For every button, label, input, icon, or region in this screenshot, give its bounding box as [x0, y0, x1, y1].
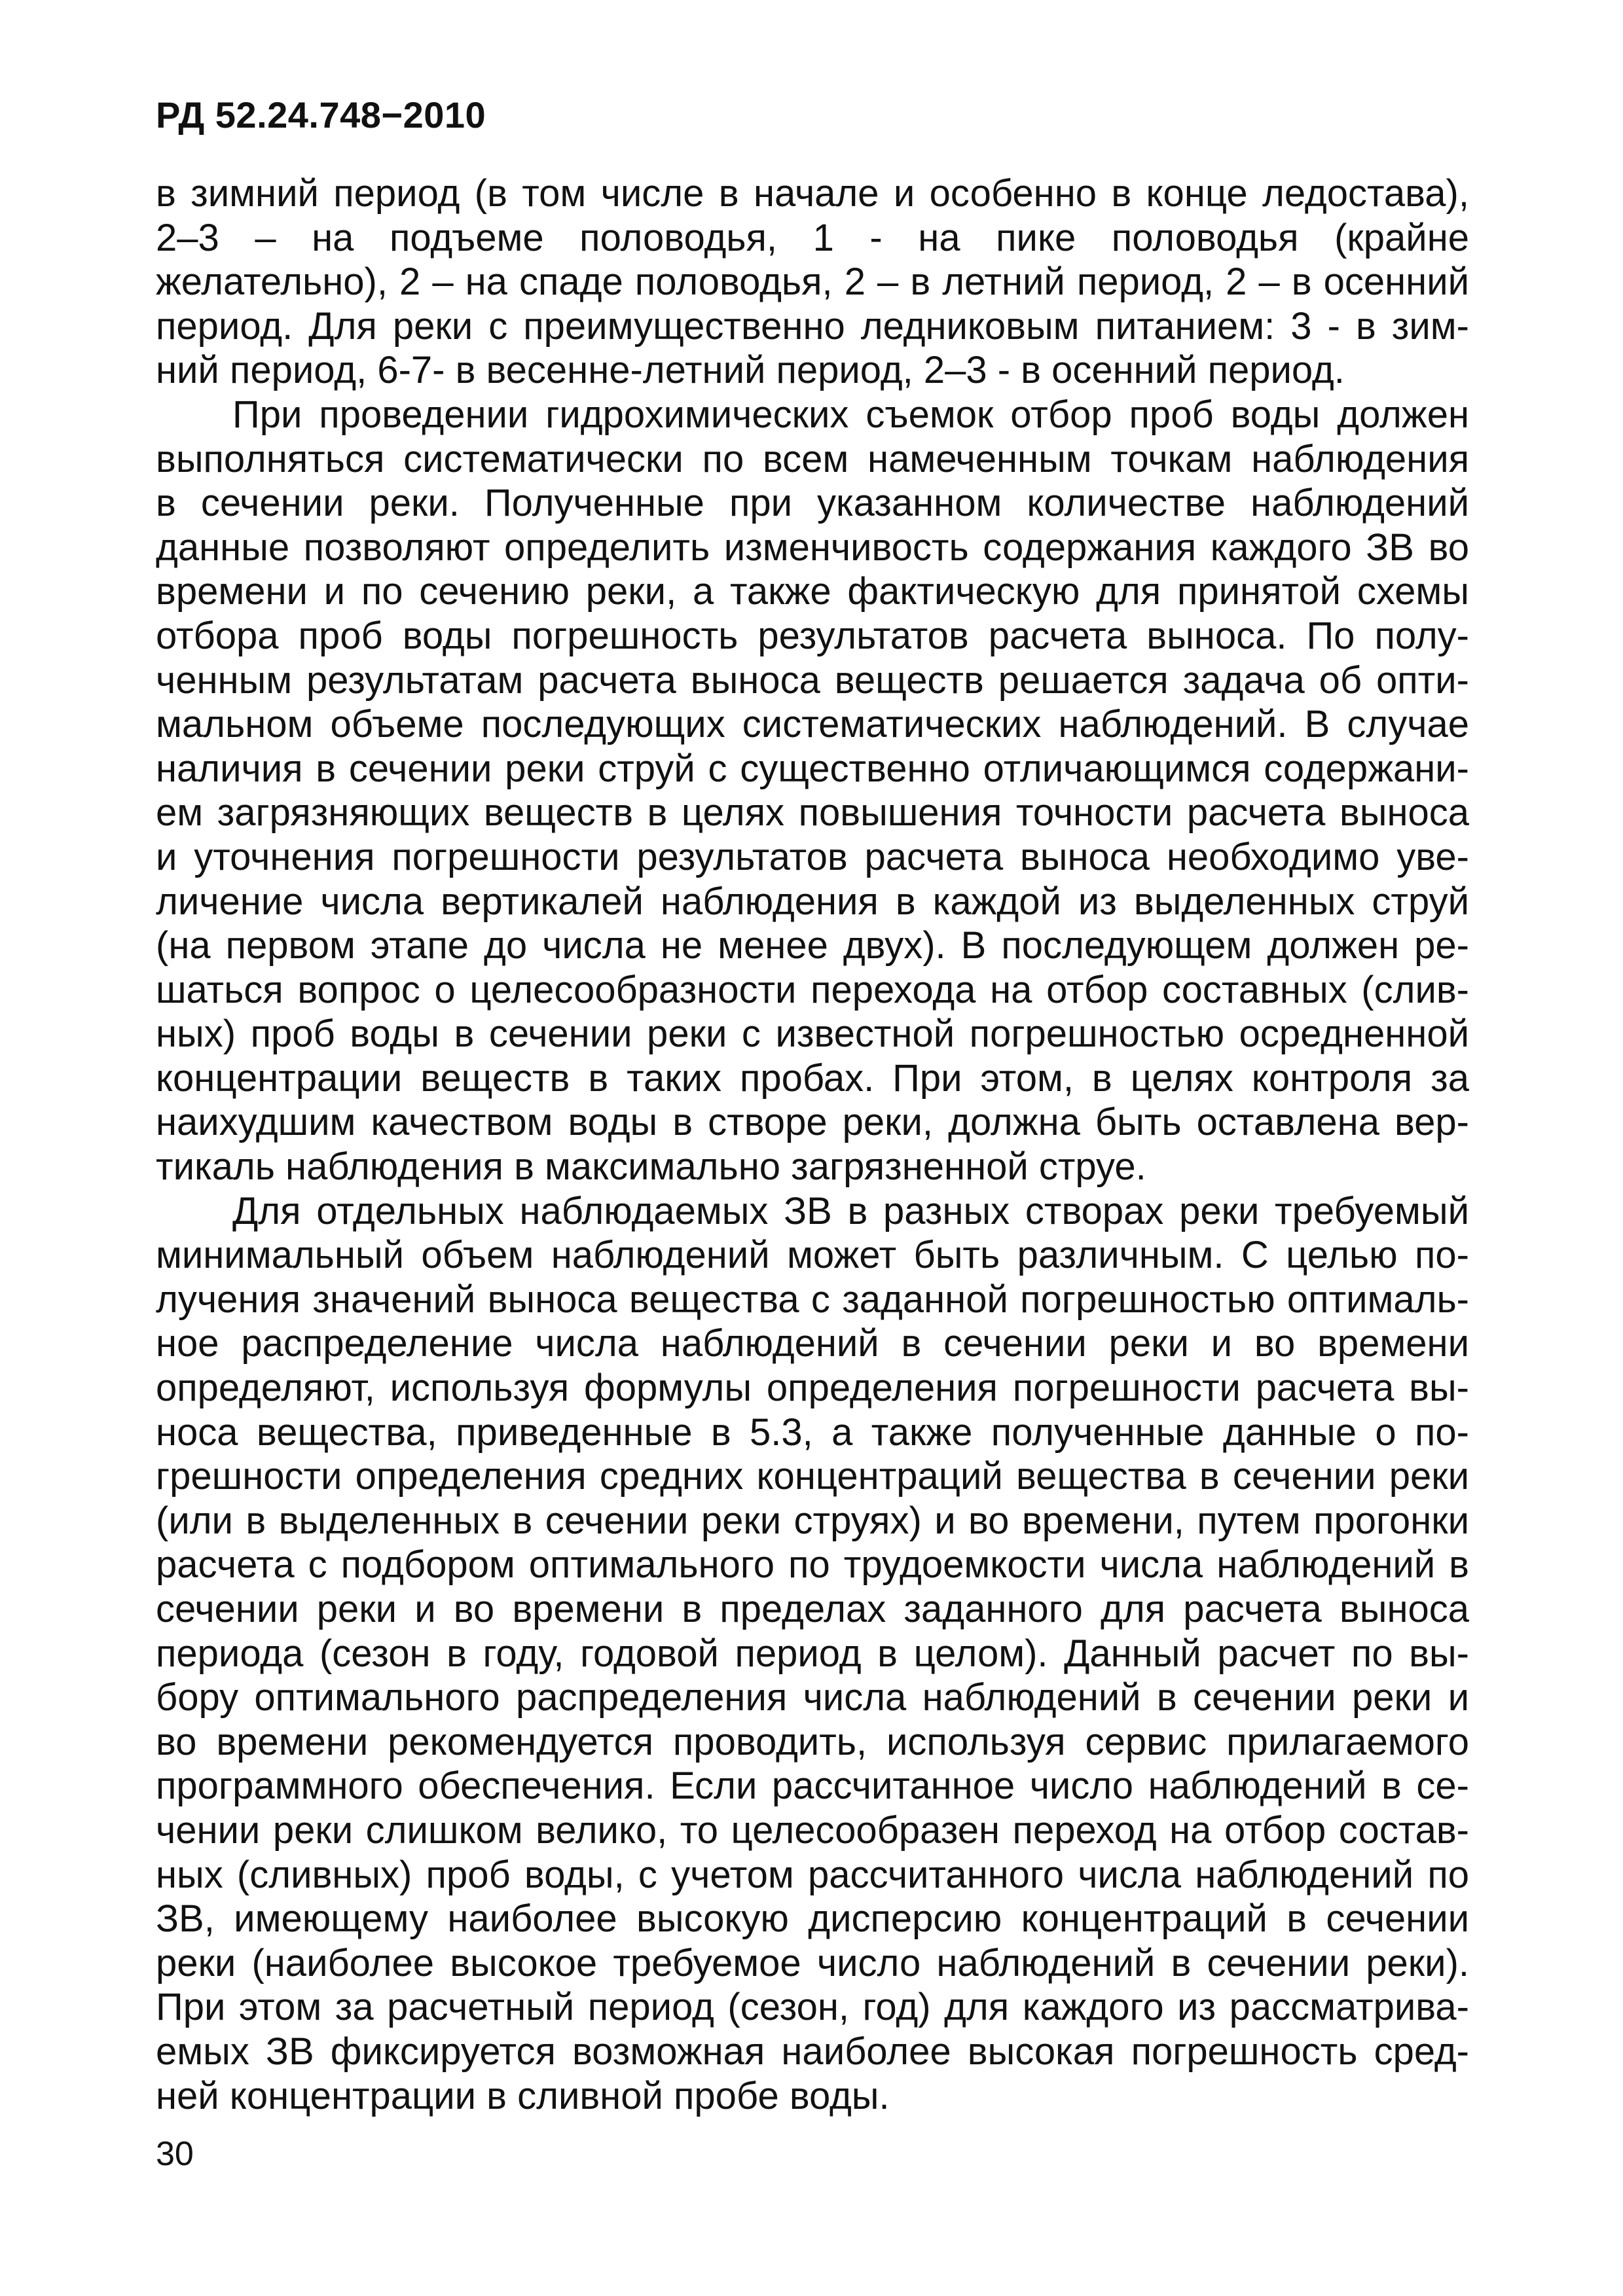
text-line: личение числа вертикалей наблюдения в каждой из выделенных струй: [156, 880, 1469, 923]
text-line: желательно), 2 – на спаде половодья, 2 – в летний период, 2 – в осенний: [156, 260, 1469, 304]
text-line: данные позволяют определить изменчивость содержания каждого ЗВ во: [156, 526, 1469, 569]
text-line: ченным результатам расчета выноса веществ решается задача об опти-: [156, 658, 1469, 702]
text-line: (или в выделенных в сечении реки струях) и во времени, путем прогонки: [156, 1499, 1469, 1542]
text-line: в зимний период (в том числе в начале и особенно в конце ледостава),: [156, 172, 1469, 215]
text-line: определяют, используя формулы определения погрешности расчета вы-: [156, 1367, 1469, 1410]
text-line: ней концентрации в сливной пробе воды.: [156, 2074, 890, 2117]
text-line: ЗВ, имеющему наиболее высокую дисперсию концентраций в сечении: [156, 1897, 1469, 1941]
text-line: наличия в сечении реки струй с существенно отличающимся содержани-: [156, 747, 1469, 790]
text-line: При проведении гидрохимических съемок отбор проб воды должен: [232, 393, 1469, 436]
text-line: выполняться систематически по всем намеченным точкам наблюдения: [156, 437, 1469, 480]
text-line: грешности определения средних концентраций вещества в сечении реки: [156, 1455, 1469, 1498]
paragraph-1: [156, 171, 1469, 393]
text-line: период. Для реки с преимущественно ледниковым питанием: 3 - в зим-: [156, 304, 1469, 348]
text-line: расчета с подбором оптимального по трудоемкости числа наблюдений в: [156, 1543, 1469, 1587]
text-line: реки (наиболее высокое требуемое число наблюдений в сечении реки).: [156, 1941, 1469, 1984]
text-line: 2–3 – на подъеме половодья, 1 - на пике половодья (крайне: [156, 216, 1469, 259]
text-line: носа вещества, приведенные в 5.3, а также полученные данные о по-: [156, 1410, 1469, 1454]
text-line: шаться вопрос о целесообразности перехода на отбор составных (слив-: [156, 968, 1469, 1011]
text-line: Для отдельных наблюдаемых ЗВ в разных створах реки требуемый: [232, 1189, 1469, 1232]
text-line: программного обеспечения. Если рассчитанное число наблюдений в се-: [156, 1765, 1469, 1808]
text-line: во времени рекомендуется проводить, используя сервис прилагаемого: [156, 1720, 1469, 1763]
text-line: бору оптимального распределения числа наблюдений в сечении реки и: [156, 1676, 1469, 1719]
document-code-header: РД 52.24.748−2010: [156, 94, 486, 135]
text-line: При этом за расчетный период (сезон, год) для каждого из рассматрива-: [156, 1986, 1469, 2029]
text-line: ных) проб воды в сечении реки с известной погрешностью осредненной: [156, 1013, 1469, 1056]
text-line: емых ЗВ фиксируется возможная наиболее высокая погрешность сред-: [156, 2030, 1469, 2073]
paragraph-2: [156, 393, 1469, 1189]
page-number: 30: [156, 2135, 194, 2173]
text-line: минимальный объем наблюдений может быть различным. С целью по-: [156, 1234, 1469, 1277]
text-line: ное распределение числа наблюдений в сечении реки и во времени: [156, 1322, 1469, 1365]
text-line: мальном объеме последующих систематических наблюдений. В случае: [156, 703, 1469, 746]
text-line: наихудшим качеством воды в створе реки, должна быть оставлена вер-: [156, 1101, 1469, 1144]
text-line: периода (сезон в году, годовой период в целом). Данный расчет по вы-: [156, 1632, 1469, 1675]
body-text: [156, 171, 1469, 2118]
text-line: чении реки слишком велико, то целесообразен переход на отбор состав-: [156, 1808, 1469, 1852]
text-line: в сечении реки. Полученные при указанном количестве наблюдений: [156, 482, 1469, 525]
text-line: (на первом этапе до числа не менее двух). В последующем должен ре-: [156, 924, 1469, 967]
text-line: концентрации веществ в таких пробах. При этом, в целях контроля за: [156, 1056, 1469, 1100]
paragraph-3: [156, 1189, 1469, 2118]
text-line: ний период, 6-7- в весенне-летний период, 2–3 - в осенний период.: [156, 349, 1345, 392]
text-line: отбора проб воды погрешность результатов расчета выноса. По полу-: [156, 614, 1469, 657]
text-line: тикаль наблюдения в максимально загрязненной струе.: [156, 1145, 1146, 1189]
text-line: и уточнения погрешности результатов расчета выноса необходимо уве-: [156, 835, 1469, 878]
text-line: ных (сливных) проб воды, с учетом рассчитанного числа наблюдений по: [156, 1853, 1469, 1896]
text-line: лучения значений выноса вещества с заданной погрешностью оптималь-: [156, 1278, 1469, 1321]
text-line: времени и по сечению реки, а также фактическую для принятой схемы: [156, 570, 1469, 613]
text-line: ем загрязняющих веществ в целях повышения точности расчета выноса: [156, 791, 1469, 834]
text-line: сечении реки и во времени в пределах заданного для расчета выноса: [156, 1588, 1469, 1630]
